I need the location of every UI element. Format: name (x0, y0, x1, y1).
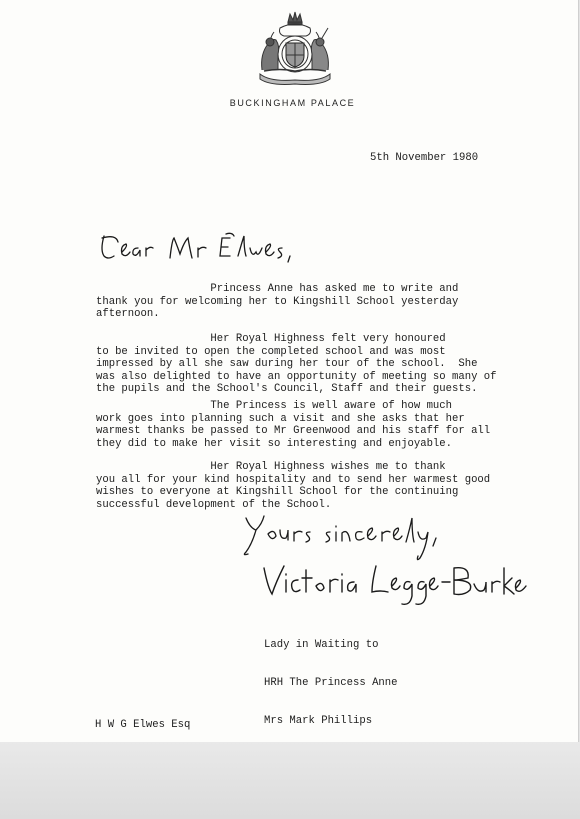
scan-background (0, 742, 580, 819)
signatory-block (264, 614, 398, 753)
signatory-line-3: Mrs Mark Phillips (264, 714, 373, 727)
handwritten-salutation (98, 226, 338, 268)
letter-paragraph-1: Princess Anne has asked me to write and thank you for welcoming her to Kingshill School yesterday afternoon. (96, 283, 459, 321)
letter-paragraph-2: Her Royal Highness felt very honoured to be invited to open the completed school and was most impressed by all she saw during her tour of the school. She was also delighted to have an opportunity of meeting so many of the pupils and the School's Council, Staff and their guests. (96, 333, 497, 396)
letter-date: 5th November 1980 (370, 152, 479, 164)
letter-paragraph-4: Her Royal Highness wishes me to thank you all for your kind hospitality and to send her warmest good wishes to everyone at Kingshill School for the continuing successful development of the School. (96, 461, 491, 511)
signatory-line-2: HRH The Princess Anne (264, 676, 398, 689)
letter-paragraph-3: The Princess is well aware of how much work goes into planning such a visit and she asks that her warmest thanks be passed to Mr Greenwood and his staff for all they did to make her visit so interesting and enjoyable. (96, 400, 491, 450)
handwritten-closing (240, 508, 455, 563)
palace-name: BUCKINGHAM PALACE (229, 98, 356, 108)
recipient-name: H W G Elwes Esq (95, 719, 191, 731)
handwritten-signature (258, 560, 528, 608)
signatory-line-1: Lady in Waiting to (264, 639, 379, 652)
royal-coat-of-arms-icon (250, 10, 340, 88)
